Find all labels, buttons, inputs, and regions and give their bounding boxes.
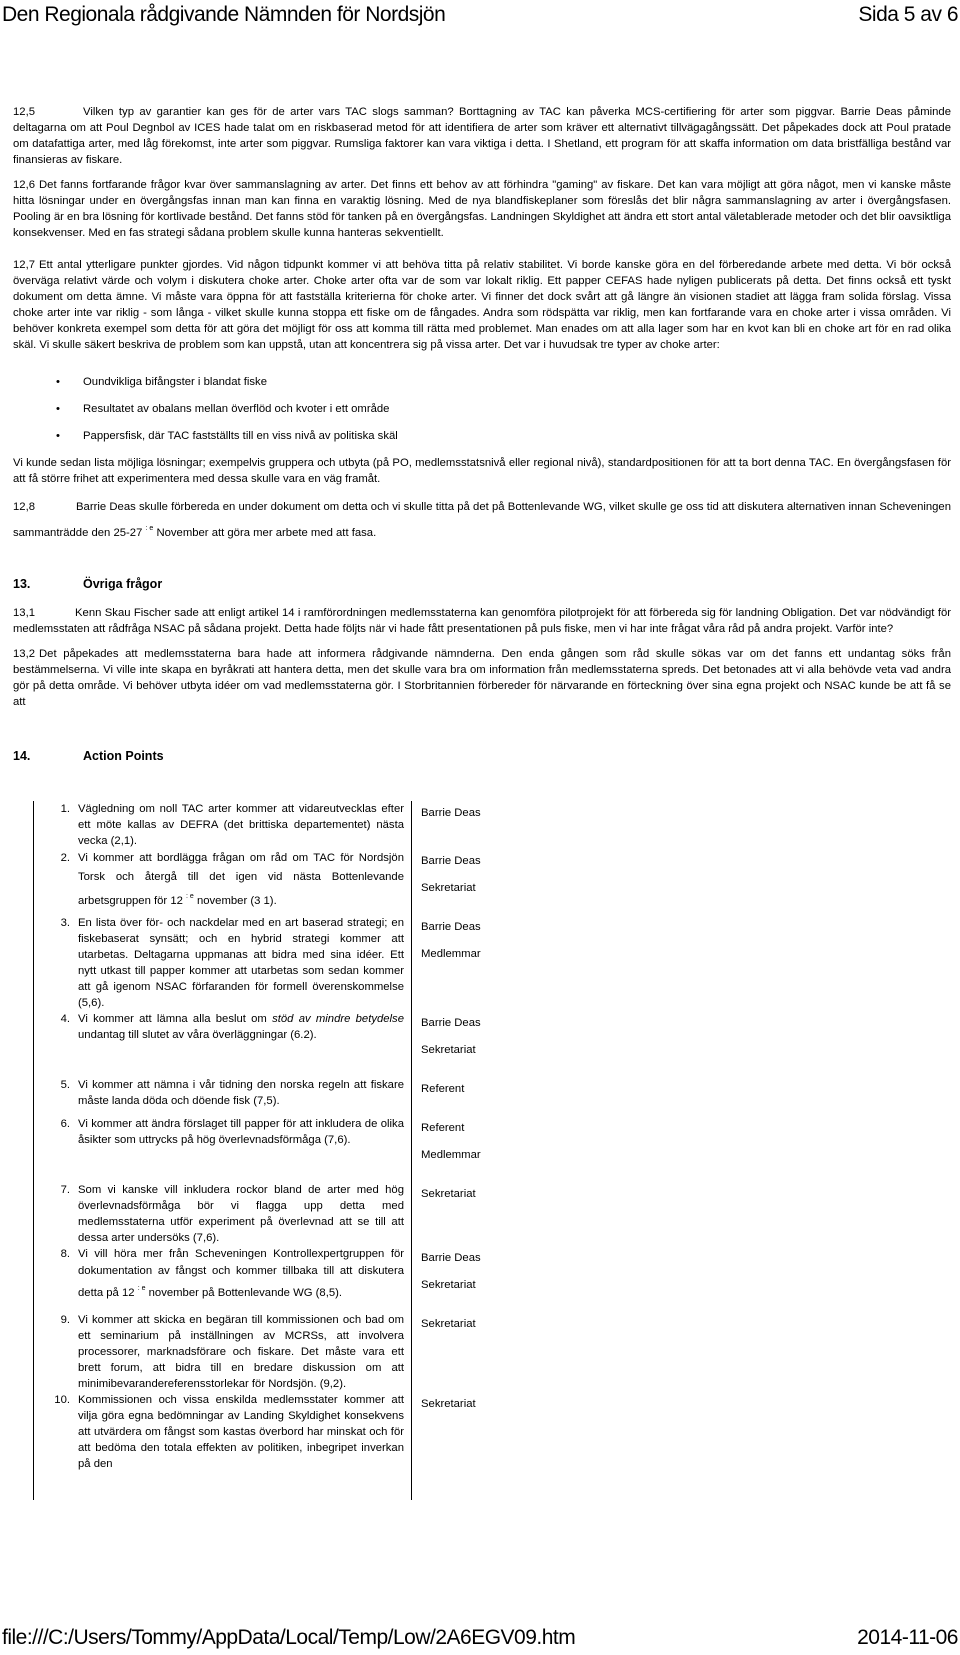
section-heading-13: 13. Övriga frågor bbox=[13, 577, 163, 591]
paragraph-text: Ett antal ytterligare punkter gjordes. Vid någon tidpunkt kommer vi att behöva titta på relativ stabilitet. Vi borde kanske göra en del förberedande arbete med detta. Vi bör också överväga relativt värde och volym i diskutera choke arter. Choke arter ofta var de som var lokalt riklig. Ett papper CEFAS hade nyligen publicerats på detta. Det finns också ett tyskt dokument om detta ämne. Vi måste vara öppna för att fastställa kriterierna för choke arter. Vi finner det dock svårt att gå längre än visionen stadiet att lägga fram solida förslag. Vissa choke arter inte var riklig - som långa - vilket skulle kunna stoppa ett fiske om de fångades. Andra som rödspätta var riklig, men kan fortfarande vara en choke arter i vissa områden. Vi behöver konkreta exempel som detta för att göra det möjligt för oss att komma till rätta med problemet. Man enades om att alla lager som har en kvot kan bli en choke art för en rad olika skäl. Vi skulle säkert beskriva de problem som kan uppstå, utan att koncentrera sig på vissa arter. Det var i huvudsak tre typer av choke arter: bbox=[13, 259, 951, 351]
paragraph-12-6 bbox=[13, 177, 951, 241]
paragraph-number: 12,7 bbox=[13, 259, 35, 271]
list-item: • Resultatet av obalans mellan överflöd och kvoter i ett område bbox=[56, 403, 390, 415]
paragraph-number: 12,5 bbox=[13, 106, 35, 118]
paragraph-text: Det påpekades att medlemsstaterna bara hade att informera rådgivande nämnderna. Den enda gången som råd skulle sökas var om det fanns ett undantag söks från bestämmelserna. Vi ville inte skapa en byråkrati att hantera detta, men det skulle vara bra om information från medlemsstaterna spreds. Det betonades att vi alla behövde veta vad andra gör på detta område. Vi behöver utbyta idéer om vad medlemsstaterna gör. I Storbritannien förbereder för närvarande en förteckning över sina egna projekt och NSAC kunde be att få se att bbox=[13, 648, 951, 708]
table-row: 4. Vi kommer att lämna alla beslut om stöd av mindre betydelse undantag till slutet av våra överläggningar (6.2). Barrie Deas Sekretariat bbox=[34, 1011, 542, 1077]
table-row: 9. Vi kommer att skicka en begäran till kommissionen och bad om ett seminarium på inställningen av MCRSs, att involvera processorer, marknadsförare och fiskare. Det måste vara ett brett forum, att bidra till en bredare diskussion om att minimibevarandereferensstorlekar för Nordsjön. (9,2). Sekretariat bbox=[34, 1312, 542, 1392]
table-row: 7. Som vi kanske vill inkludera rockor bland de arter med hög överlevnadsförmåga bör vi flagga upp detta med medlemsstaterna utför experiment på överlevnad att se till att dessa arter undersöks (7,6). Sekretariat bbox=[34, 1182, 542, 1246]
table-row: 3. En lista över för- och nackdelar med en art baserad strategi; en fiskebaserat synsätt; och en hybrid strategi kommer att utarbetas. Deltagarna uppmanas att bidra med sina idéer. Ett nytt utkast till papper kommer att utarbetas som sedan kommer att gå igenom NSAC förfaranden för formell överenskommelse (5,6). Barrie Deas Medlemmar bbox=[34, 915, 542, 1011]
list-item: • Pappersfisk, där TAC fastställts till en viss nivå av politiska skäl bbox=[56, 430, 398, 442]
page-footer bbox=[0, 1623, 960, 1653]
paragraph-12-8: 12,8 Barrie Deas skulle förbereda en under dokument om detta och vi skulle titta på det på Bottenlevande WG, vilket skulle ge oss tid att diskutera alternativen innan Scheveningen sammanträdde den 25-27 $^{: e}$ November att göra mer arbete med att fasa. bbox=[13, 501, 951, 539]
footer-date: 2014-11-06 bbox=[857, 1626, 958, 1649]
paragraph-12-7-continued: Vi kunde sedan lista möjliga lösningar; exempelvis gruppera och utbyta (på PO, medlemsstatsnivå eller regional nivå), standardpositionen för att ta bort denna TAC. En övergångsfasen för att få större frihet att experimentera med dessa skulle vara en väg framåt. bbox=[13, 457, 951, 485]
paragraph-text: Kenn Skau Fischer sade att enligt artikel 14 i ramförordningen medlemsstaterna kan genomföra pilotprojekt för att förbereda sig för landning Obligation. Det var nödvändigt för medlemsstaten att rådfråga NSAC på sådana projekt. Detta hade följts när vi hade fått presentationen på puls fiske, men vi har inte frågat våra råd på andra projekt. Varför inte? bbox=[13, 607, 951, 635]
list-item: • Oundvikliga bifångster i blandat fiske bbox=[56, 376, 267, 388]
paragraph-12-7 bbox=[13, 257, 951, 353]
table-row: 6. Vi kommer att ändra förslaget till papper för att inkludera de olika åsikter som uttrycks på hög överlevnadsförmåga (7,6). Referent Medlemmar bbox=[34, 1116, 542, 1182]
paragraph-number: 12,6 bbox=[13, 179, 35, 191]
page-header bbox=[0, 0, 960, 30]
paragraph-number: 12,8 bbox=[13, 501, 35, 513]
section-heading-14: 14. Action Points bbox=[13, 749, 164, 763]
header-page-number: Sida 5 av 6 bbox=[858, 3, 958, 26]
bullet-icon: • bbox=[56, 430, 60, 442]
paragraph-text: Det fanns fortfarande frågor kvar över sammanslagning av arter. Det finns ett behov av att förhindra "gaming" av fiskare. Det kan vara möjligt att göra något, men vi kanske måste hitta lösningar under en övergångsfas innan man kan finna en varaktig lösning. Med de nya blandfiskeplaner som föreslås det blir några sammanslagning av arter i övergångsfasen. Pooling är en bra lösning för kortlivade bestånd. Det fanns stöd för tanken på en övergångsfas. Landningen Skyldighet att ändra ett stort antal väletablerade metoder och det blir oavsiktliga konsekvenser. Med en fas strategi sådana problem skulle kunna hanteras sekventiellt. bbox=[13, 179, 951, 239]
paragraph-13-1 bbox=[13, 605, 951, 637]
paragraph-12-5 bbox=[13, 104, 951, 168]
table-row: 1. Vägledning om noll TAC arter kommer att vidareutvecklas efter ett möte kallas av DEFRA (det brittiska departementet) nästa vecka (2,1). Barrie Deas bbox=[34, 801, 542, 849]
document-body bbox=[13, 104, 951, 764]
choke-types-list bbox=[13, 374, 951, 455]
bullet-icon: • bbox=[56, 403, 60, 415]
paragraph-text: Vilken typ av garantier kan ges för de arter vars TAC slogs samman? Borttagning av TAC kan påverka MCS-certifiering för arter som piggvar. Barrie Deas påminde deltagarna om att Poul Degnbol av ICES hade talat om en riskbaserad metod för att identifiera de arter som kräver ett alternativt tillvägagångssätt. Det påpekades dock att Poul pratade om datafattiga arter, med låg förekomst, inte arter som piggvar. Rumsliga faktorer kan vara viktiga i detta. I Shetland, ett program för att skaffa information om data bristfälliga bestånd var finansieras av fiskare. bbox=[13, 106, 951, 166]
table-row: 10. Kommissionen och vissa enskilda medlemsstater kommer att vilja göra egna bedömningar av Landing Skyldighet konsekvens att utvärdera om fångst som kastas överbord har minskat och för att bedöma den totala effekten av politiken, inbegripet inverkan på den Sekretariat bbox=[34, 1392, 542, 1500]
header-title: Den Regionala rådgivande Nämnden för Nordsjön bbox=[2, 3, 446, 26]
bullet-icon: • bbox=[56, 376, 60, 388]
action-points-table bbox=[33, 801, 541, 1500]
paragraph-number: 13,2 bbox=[13, 648, 35, 660]
footer-file-path: file:///C:/Users/Tommy/AppData/Local/Temp/Low/2A6EGV09.htm bbox=[2, 1626, 576, 1649]
table-row: 2. Vi kommer att bordlägga frågan om råd om TAC för Nordsjön Torsk och återgå till det igen vid nästa Bottenlevande arbetsgruppen för 12 $^{: e}$ november (3 1). Barrie Deas Sekretariat bbox=[34, 849, 542, 915]
table-row: 5. Vi kommer att nämna i vår tidning den norska regeln att fiskare måste landa döda och döende fisk (7,5). Referent bbox=[34, 1077, 542, 1116]
paragraph-13-2 bbox=[13, 646, 951, 710]
table-row: 8. Vi vill höra mer från Scheveningen Kontrollexpertgruppen för dokumentation av fångst och kommer tillbaka till att diskutera detta på 12 $^{: e}$ november på Bottenlevande WG (8,5). Barrie Deas Sekretariat bbox=[34, 1246, 542, 1312]
paragraph-number: 13,1 bbox=[13, 607, 35, 619]
